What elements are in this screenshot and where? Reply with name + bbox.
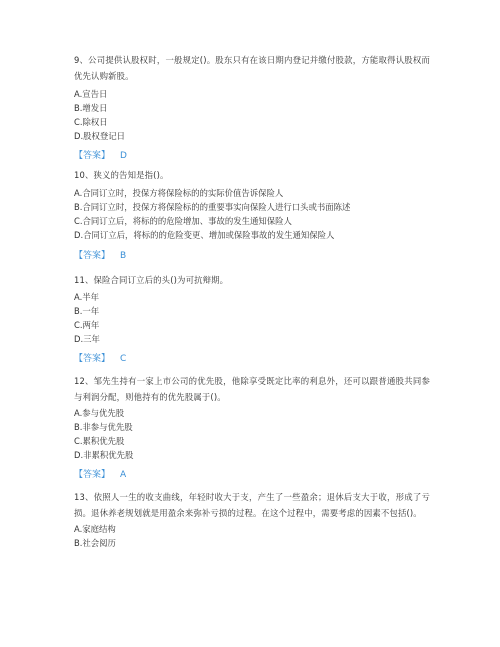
option-b: B.社会阅历 (74, 538, 116, 548)
option-a: A.家庭结构 (74, 524, 116, 534)
answer-value: B (120, 251, 127, 261)
question-stem: 13、依照人一生的收支曲线，年轻时收大于支，产生了一些盈余；退休后支大于收，形成了亏损。退休养老规划就是用盈余来弥补亏损的过程。在这个过程中，需要考虑的因素不包括()。 (74, 492, 430, 518)
option-a: A.参与优先股 (74, 408, 125, 418)
answer-value: D (120, 151, 127, 161)
answer-tag: 【答案】 (74, 151, 111, 161)
answer-tag: 【答案】 (74, 251, 111, 261)
option-c: C.累积优先股 (74, 436, 125, 446)
question-10 (74, 168, 430, 242)
answer-line (74, 150, 127, 162)
question-stem: 10、狭义的告知是指()。 (74, 170, 169, 180)
option-a: A.宣告日 (74, 89, 108, 99)
question-stem: 9、公司提供认股权时，一般规定()。股东只有在该日期内登记并缴付股款，方能取得认股权而优先认购新股。 (74, 55, 430, 81)
answer-tag: 【答案】 (74, 354, 111, 364)
answer-line (74, 469, 126, 481)
question-9 (74, 53, 430, 143)
option-d: D.三年 (74, 333, 100, 344)
option-b: B.一年 (74, 305, 100, 316)
option-d: D.非累积优先股 (74, 450, 134, 460)
option-d: D.合同订立后，将标的的危险变更、增加或保险事故的发生通知保险人 (74, 229, 335, 240)
answer-line (74, 250, 126, 262)
question-stem: 11、保险合同订立后的头()为可抗辩期。 (74, 275, 229, 285)
option-a: A.半年 (74, 291, 99, 302)
option-c: C.合同订立后，将标的的危险增加、事故的发生通知保险人 (74, 215, 292, 226)
question-stem: 12、邹先生持有一家上市公司的优先股，他除享受既定比率的利息外，还可以跟普通股共同参与利润分配，则他持有的优先股属于()。 (74, 376, 430, 402)
option-d: D.股权登记日 (74, 131, 125, 141)
option-b: B.非参与优先股 (74, 422, 133, 432)
option-b: B.增发日 (74, 103, 108, 113)
answer-tag: 【答案】 (74, 470, 111, 480)
option-c: C.除权日 (74, 117, 108, 127)
question-12 (74, 374, 430, 462)
question-13 (74, 490, 430, 550)
answer-value: C (120, 354, 127, 364)
option-b: B.合同订立时，投保方将保险标的的重要事实向保险人进行口头或书面陈述 (74, 201, 351, 212)
option-c: C.两年 (74, 319, 100, 330)
option-a: A.合同订立时，投保方将保险标的的实际价值告诉保险人 (74, 187, 284, 198)
answer-value: A (120, 470, 127, 480)
question-11 (74, 273, 430, 346)
answer-line (74, 353, 126, 365)
